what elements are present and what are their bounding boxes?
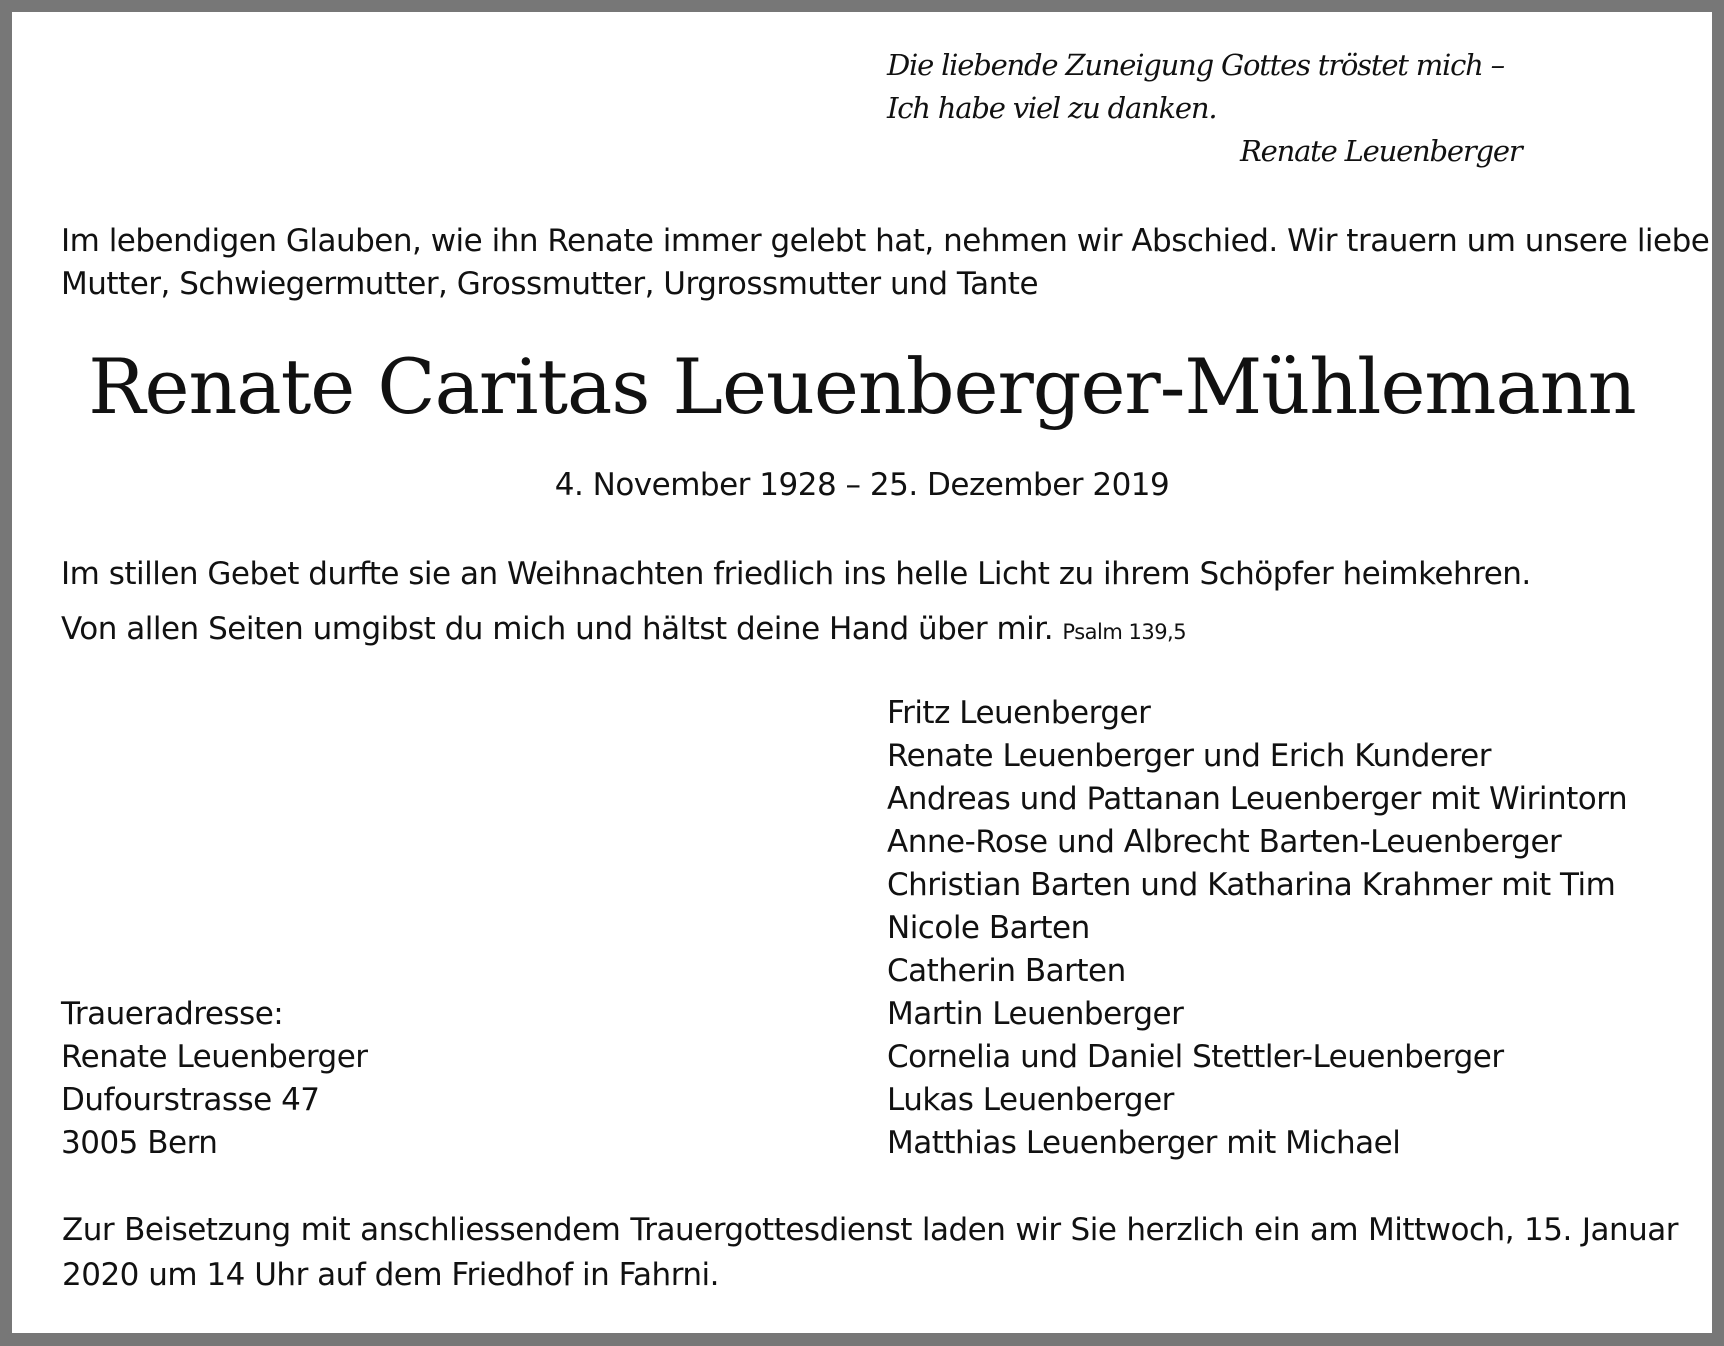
address-city: 3005 Bern: [61, 1125, 218, 1161]
mourner: Christian Barten und Katharina Krahmer mit Tim: [887, 867, 1616, 903]
mourner: Andreas und Pattanan Leuenberger mit Wirintorn: [887, 781, 1628, 817]
psalm-verse: [61, 608, 1186, 654]
mourner: Lukas Leuenberger: [887, 1082, 1174, 1118]
obituary-page: [12, 12, 1712, 1333]
deceased-name: Renate Caritas Leuenberger-Mühlemann: [88, 342, 1636, 431]
address-label: Traueradresse:: [61, 996, 284, 1032]
psalm-reference: Psalm 139,5: [1062, 620, 1187, 644]
mourner: Matthias Leuenberger mit Michael: [887, 1125, 1401, 1161]
intro-line-1: Im lebendigen Glauben, wie ihn Renate immer gelebt hat, nehmen wir Abschied. Wir trauern um unsere liebe: [61, 223, 1710, 259]
motto-line-1: Die liebende Zuneigung Gottes tröstet mich –: [887, 48, 1504, 82]
psalm-verse-text: Von allen Seiten umgibst du mich und hältst deine Hand über mir.: [61, 611, 1054, 647]
motto-line-2: Ich habe viel zu danken.: [887, 91, 1217, 125]
address-street: Dufourstrasse 47: [61, 1082, 320, 1118]
life-dates: 4. November 1928 – 25. Dezember 2019: [554, 467, 1170, 503]
passing-line: Im stillen Gebet durfte sie an Weihnachten friedlich ins helle Licht zu ihrem Schöpfer heimkehren.: [61, 556, 1531, 592]
mourning-address: [61, 993, 368, 1165]
mourner: Cornelia und Daniel Stettler-Leuenberger: [887, 1039, 1504, 1075]
intro-line-2: Mutter, Schwiegermutter, Grossmutter, Urgrossmutter und Tante: [61, 266, 1039, 302]
mourner: Nicole Barten: [887, 910, 1090, 946]
motto-author: Renate Leuenberger: [1240, 134, 1522, 168]
mourner: Fritz Leuenberger: [887, 695, 1151, 731]
mourner: Renate Leuenberger und Erich Kunderer: [887, 738, 1491, 774]
address-name: Renate Leuenberger: [61, 1039, 368, 1075]
mourners-list: [887, 692, 1627, 1165]
mourner: Martin Leuenberger: [887, 996, 1184, 1032]
funeral-notice: Zur Beisetzung mit anschliessendem Trauergottesdienst laden wir Sie herzlich ein am Mittwoch, 15. Januar 2020 um 14 Uhr auf dem Friedhof in Fahrni.: [62, 1212, 1678, 1293]
mourner: Catherin Barten: [887, 953, 1126, 989]
mourner: Anne-Rose und Albrecht Barten-Leuenberger: [887, 824, 1562, 860]
